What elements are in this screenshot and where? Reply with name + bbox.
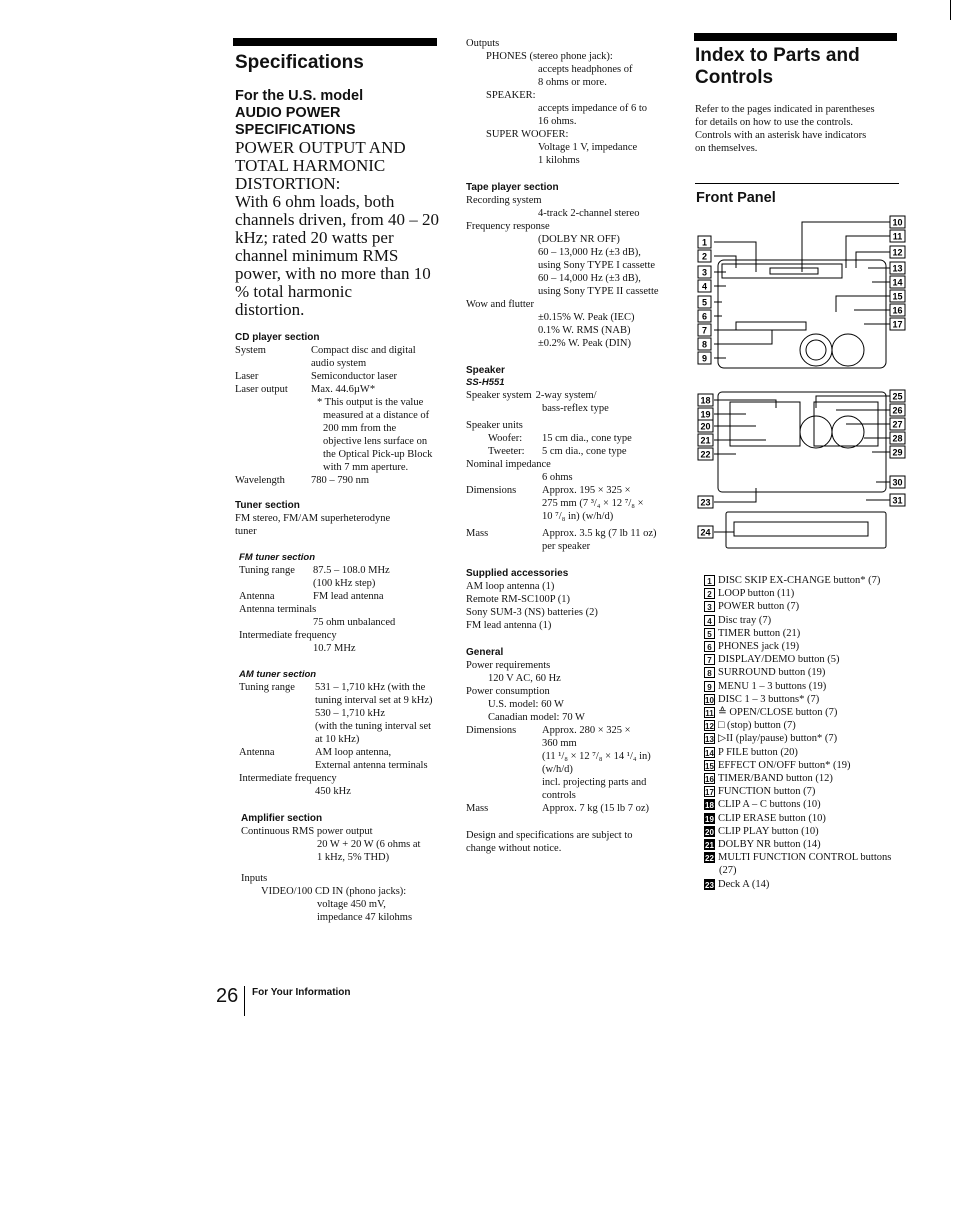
cd-player-heading: CD player section xyxy=(235,332,320,343)
index-item xyxy=(704,574,924,587)
audio-power-heading: AUDIO POWER xyxy=(235,105,341,121)
callout-28 xyxy=(890,432,905,444)
index-number-badge: 2 xyxy=(704,588,715,599)
svg-text:19: 19 xyxy=(700,409,711,420)
index-item-label: MULTI FUNCTION CONTROL buttons xyxy=(718,852,892,864)
index-item-label: POWER button (7) xyxy=(718,601,800,613)
svg-text:18: 18 xyxy=(700,395,711,406)
index-item-label: TIMER/BAND button (12) xyxy=(718,773,833,785)
svg-text:21: 21 xyxy=(700,435,711,446)
svg-text:15: 15 xyxy=(892,291,903,302)
callout-7 xyxy=(698,324,711,336)
specifications-column-2: Outputs PHONES (stereo phone jack): accepts headphones of 8 ohms or more. SPEAKER: accepts impedance of 6 to 16 ohms. SUPER WOOFER: Voltage 1 V, impedance 1 kilohms Tape player section Recording system 4-track 2-channel stereo Frequency response (DOLBY NR OFF) 60 – 13,000 Hz (±3 dB), using Sony TYPE I cassette 60 – 14,000 Hz (±3 dB), using Sony TYPE II cassette Wow and flutter ±0.15% W. Peak (IEC) 0.1% W. RMS (NAB) ±0.2% W. Peak (DIN) Speaker SS-H551 Speaker system 2-way system/ bass-reflex type Speaker units Woofer: 15 cm dia., cone type Tweeter: 5 cm dia., cone type Nominal impedance 6 ohms Dimensions Approx. 195 × 325 × 275 mm (7 ³/₄ × 12 ⁷/₈ × 10 ⁷/₈ in) (w/h/d) Mass Approx. 3.5 kg (7 lb 11 oz) per speaker Supplied accessories AM loop antenna (1) Remote RM-SC100P (1) Sony SUM-3 (NS) batteries (2) FM lead antenna (1) General Power requirements 120 V AC, 60 Hz Power consumption U.S. model: 60 W Canadian model: 70 W Dimensions Approx. 280 × 325 × 360 mm (11 ¹/₈ × 12 ⁷/₈ × 14 ¹/₄ in) (w/h/d) incl. projecting parts and controls Mass Approx. 7 kg (15 lb 7 oz) Design and specifications are subject to change without notice. xyxy=(466,37,676,855)
index-item-label: EFFECT ON/OFF button* (19) xyxy=(718,759,851,771)
index-number-badge: 1 xyxy=(704,575,715,586)
callout-27 xyxy=(890,418,905,430)
index-item-label: (27) xyxy=(719,865,737,877)
index-number-badge: 22 xyxy=(705,854,714,864)
index-number-badge: 6 xyxy=(704,641,715,652)
disc-tray-outline xyxy=(722,264,842,278)
svg-text:22: 22 xyxy=(700,449,711,460)
svg-text:23: 23 xyxy=(700,497,711,508)
callout-21 xyxy=(698,434,713,446)
callout-31 xyxy=(890,494,905,506)
callout-18 xyxy=(698,394,713,406)
fm-tuner-heading: FM tuner section xyxy=(239,552,316,563)
index-title-line-1: Index to Parts and xyxy=(695,45,860,66)
index-item xyxy=(704,851,924,864)
index-item xyxy=(704,825,924,838)
svg-text:25: 25 xyxy=(892,391,903,402)
cd-laser-row: Laser Semiconductor laser xyxy=(235,371,398,382)
svg-text:13: 13 xyxy=(892,263,903,274)
svg-text:12: 12 xyxy=(892,247,903,258)
footer-section-label: For Your Information xyxy=(252,987,351,998)
callout-5 xyxy=(698,296,711,308)
power-rating-text: With 6 ohm loads, both channels driven, from 40 – 20 kHz; rated 20 watts per channel minimum RMS power, with no more than 10 % total harmonic distortion. xyxy=(235,192,439,319)
index-item xyxy=(704,798,924,811)
svg-text:20: 20 xyxy=(700,421,711,432)
index-number-badge: 19 xyxy=(705,814,714,824)
callout-22 xyxy=(698,448,713,460)
front-panel-heading: Front Panel xyxy=(696,190,776,206)
index-number-badge: 23 xyxy=(705,880,714,890)
index-number-badge: 20 xyxy=(705,827,714,837)
index-item-label: Deck A (14) xyxy=(718,878,770,890)
index-number-badge: 21 xyxy=(705,841,714,851)
design-note: Design and specifications are subject to change without notice. xyxy=(466,830,633,854)
callout-14 xyxy=(890,276,905,288)
index-item-label: SURROUND button (19) xyxy=(718,667,826,679)
index-item xyxy=(704,680,924,693)
index-intro: Refer to the pages indicated in parentheses for details on how to use the controls. Controls with an asterisk have indicators on themselves. xyxy=(695,104,875,154)
index-number-badge: 14 xyxy=(705,748,714,758)
header-rule-left xyxy=(233,38,437,46)
am-tuner-heading: AM tuner section xyxy=(239,669,317,680)
index-item xyxy=(704,838,924,851)
svg-text:31: 31 xyxy=(892,495,903,506)
supplied-accessories-heading: Supplied accessories xyxy=(466,568,569,579)
index-item xyxy=(704,732,924,745)
index-number-badge: 3 xyxy=(704,601,715,612)
svg-text:9: 9 xyxy=(701,353,708,364)
speaker-heading: Speaker xyxy=(466,365,505,376)
index-number-badge: 5 xyxy=(704,628,715,639)
index-item xyxy=(704,864,924,877)
callout-26 xyxy=(890,404,905,416)
index-item xyxy=(704,719,924,732)
callout-2 xyxy=(698,250,711,262)
callout-17 xyxy=(890,318,905,330)
us-model-heading: For the U.S. model xyxy=(235,88,364,104)
callout-25 xyxy=(890,390,905,402)
am-tuner-block: Tuning range 531 – 1,710 kHz (with the tuning interval set at 9 kHz) 530 – 1,710 kHz (with the tuning interval set at 10 kHz) Antenna AM loop antenna, External antenna terminals Intermediate frequency 450 kHz xyxy=(239,682,433,797)
deck-a-door xyxy=(730,402,800,446)
svg-text:24: 24 xyxy=(700,527,711,538)
callout-16 xyxy=(890,304,905,316)
callout-3 xyxy=(698,266,711,278)
fm-tuner-block: Tuning range 87.5 – 108.0 MHz (100 kHz step) Antenna FM lead antenna Antenna terminals 75 ohm unbalanced Intermediate frequency 10.7 MHz xyxy=(239,565,396,654)
callout-4 xyxy=(698,280,711,292)
header-rule-right xyxy=(694,33,897,41)
callout-9 xyxy=(698,352,711,364)
cd-laser-note: * This output is the value measured at a distance of 200 mm from the objective lens surface on the Optical Pick-up Block with 7 mm aperture. xyxy=(317,397,433,473)
display-window xyxy=(770,268,818,274)
index-item-label: DISC 1 – 3 buttons* (7) xyxy=(718,693,820,705)
svg-text:14: 14 xyxy=(892,277,903,288)
svg-text:26: 26 xyxy=(892,405,903,416)
svg-text:1: 1 xyxy=(701,237,708,248)
button-strip xyxy=(736,322,806,330)
index-number-badge: 13 xyxy=(705,735,714,745)
specifications-column: Specifications For the U.S. model AUDIO POWER SPECIFICATIONS POWER OUTPUT AND TOTAL HARMONIC DISTORTION: With 6 ohm loads, both channels driven, from 40 – 20 kHz; rated 20 watts per channel minimum RMS power, with no more than 10 % total harmonic distortion. CD player section System Compact disc and digital audio system Laser Semiconductor laser Laser output Max. 44.6µW* * This output is the value measured at a distance of 200 mm from the objective lens surface on the Optical Pick-up Block with 7 mm aperture. Wavelength 780 – 790 nm Tuner section FM stereo, FM/AM superheterodyne tuner FM tuner section Tuning range 87.5 – 108.0 MHz (100 kHz step) Antenna FM lead antenna Antenna terminals 75 ohm unbalanced Intermediate frequency 10.7 MHz AM tuner section Tuning range 531 – 1,710 kHz (with the tuning interval set at 9 kHz) 530 – 1,710 kHz (with the tuning interval set at 10 kHz) Antenna AM loop antenna, External antenna terminals Intermediate frequency 450 kHz Amplifier section Continuous RMS power output 20 W + 20 W (6 ohms at 1 kHz, 5% THD) Inputs VIDEO/100 CD IN (phono jacks): voltage 450 mV, impedance 47 kilohms xyxy=(235,52,450,924)
callout-30 xyxy=(890,476,905,488)
index-item xyxy=(704,812,924,825)
index-number-badge: 10 xyxy=(705,695,714,705)
page-number: 26 xyxy=(216,985,239,1007)
callout-23 xyxy=(698,496,713,508)
front-panel-diagram xyxy=(696,212,908,557)
svg-text:3: 3 xyxy=(701,267,708,278)
amplifier-heading: Amplifier section xyxy=(241,813,323,824)
footer-divider xyxy=(244,986,245,1016)
power-output-heading-3: DISTORTION: xyxy=(235,174,341,193)
power-output-heading-1: POWER OUTPUT AND xyxy=(235,138,406,157)
callout-12 xyxy=(890,246,905,258)
callout-15 xyxy=(890,290,905,302)
callout-11 xyxy=(890,230,905,242)
svg-text:17: 17 xyxy=(892,319,903,330)
svg-text:16: 16 xyxy=(892,305,903,316)
index-number-badge: 16 xyxy=(705,775,714,785)
cd-wavelength-row: Wavelength 780 – 790 nm xyxy=(235,475,370,486)
callout-29 xyxy=(890,446,905,458)
index-item-label: ≙ OPEN/CLOSE button (7) xyxy=(718,707,838,719)
index-item-label: TIMER button (21) xyxy=(718,627,801,639)
multi-control-dial xyxy=(800,334,832,366)
svg-text:28: 28 xyxy=(892,433,903,444)
svg-text:30: 30 xyxy=(892,477,903,488)
power-output-heading-2: TOTAL HARMONIC xyxy=(235,156,386,175)
callout-10 xyxy=(890,216,905,228)
index-title-line-2: Controls xyxy=(695,67,774,88)
index-item-label: ▷II (play/pause) button* (7) xyxy=(718,733,838,745)
index-item-label: PHONES jack (19) xyxy=(718,641,800,653)
index-number-badge: 11 xyxy=(705,709,714,719)
cd-laser-output-row: Laser output Max. 44.6µW* xyxy=(235,384,376,395)
callout-1 xyxy=(698,236,711,248)
index-number-badge: 15 xyxy=(705,761,714,771)
callout-19 xyxy=(698,408,713,420)
specifications-title: Specifications xyxy=(235,52,364,73)
callout-13 xyxy=(890,262,905,274)
callout-20 xyxy=(698,420,713,432)
index-item xyxy=(704,878,924,891)
index-item-label: DISPLAY/DEMO button (5) xyxy=(718,654,840,666)
amplifier-block: Continuous RMS power output 20 W + 20 W (6 ohms at 1 kHz, 5% THD) Inputs VIDEO/100 CD IN (phono jacks): voltage 450 mV, impedance 47 kilohms xyxy=(241,826,421,923)
index-number-badge: 8 xyxy=(704,667,715,678)
volume-knob xyxy=(832,334,864,366)
index-item-label: Disc tray (7) xyxy=(718,614,772,626)
callout-24 xyxy=(698,526,713,538)
cd-system-row: System Compact disc and digital audio system xyxy=(235,345,416,369)
index-item xyxy=(704,693,924,706)
index-item xyxy=(704,653,924,666)
index-item xyxy=(704,614,924,627)
tape-player-heading: Tape player section xyxy=(466,182,559,193)
svg-text:6: 6 xyxy=(701,311,708,322)
general-heading: General xyxy=(466,647,504,658)
specifications-subheading: SPECIFICATIONS xyxy=(235,122,356,138)
callout-8 xyxy=(698,338,711,350)
index-number-badge: 9 xyxy=(704,681,715,692)
index-item-label: CLIP PLAY button (10) xyxy=(718,825,819,837)
bottom-control-strip xyxy=(734,522,868,536)
index-item xyxy=(704,666,924,679)
svg-text:2: 2 xyxy=(701,251,708,262)
index-number-badge: 4 xyxy=(704,615,715,626)
index-item-label: DISC SKIP EX-CHANGE button* (7) xyxy=(718,575,881,586)
index-number-badge: 18 xyxy=(705,801,714,811)
svg-text:27: 27 xyxy=(892,419,903,430)
edge-mark xyxy=(950,0,951,20)
index-item-label: CLIP A – C buttons (10) xyxy=(718,799,821,811)
index-item-label: FUNCTION button (7) xyxy=(718,786,816,798)
svg-text:8: 8 xyxy=(701,339,708,350)
index-item xyxy=(704,706,924,719)
svg-text:4: 4 xyxy=(701,281,708,292)
index-item xyxy=(704,627,924,640)
index-item-label: P FILE button (20) xyxy=(718,746,798,758)
index-item xyxy=(704,772,924,785)
index-item xyxy=(704,640,924,653)
index-item xyxy=(704,600,924,613)
index-list xyxy=(704,574,924,891)
index-column xyxy=(695,45,925,155)
index-item-label: □ (stop) button (7) xyxy=(718,720,796,732)
index-item-label: LOOP button (11) xyxy=(718,588,795,600)
svg-text:29: 29 xyxy=(892,447,903,458)
svg-text:10: 10 xyxy=(892,217,903,228)
index-item xyxy=(704,746,924,759)
index-item-label: DOLBY NR button (14) xyxy=(718,839,821,851)
svg-text:5: 5 xyxy=(701,297,708,308)
svg-text:11: 11 xyxy=(892,231,903,242)
index-item-label: CLIP ERASE button (10) xyxy=(718,812,826,824)
index-number-badge: 17 xyxy=(705,788,714,798)
cd-unit-outline xyxy=(718,260,886,368)
index-number-badge: 7 xyxy=(704,654,715,665)
tuner-heading: Tuner section xyxy=(235,500,300,511)
svg-text:7: 7 xyxy=(701,325,708,336)
callout-6 xyxy=(698,310,711,322)
index-item xyxy=(704,587,924,600)
index-number-badge: 12 xyxy=(705,722,714,732)
index-item-label: MENU 1 – 3 buttons (19) xyxy=(718,680,827,692)
front-panel-rule xyxy=(695,183,899,184)
speaker-model: SS-H551 xyxy=(466,377,505,388)
index-item xyxy=(704,759,924,772)
index-item xyxy=(704,785,924,798)
